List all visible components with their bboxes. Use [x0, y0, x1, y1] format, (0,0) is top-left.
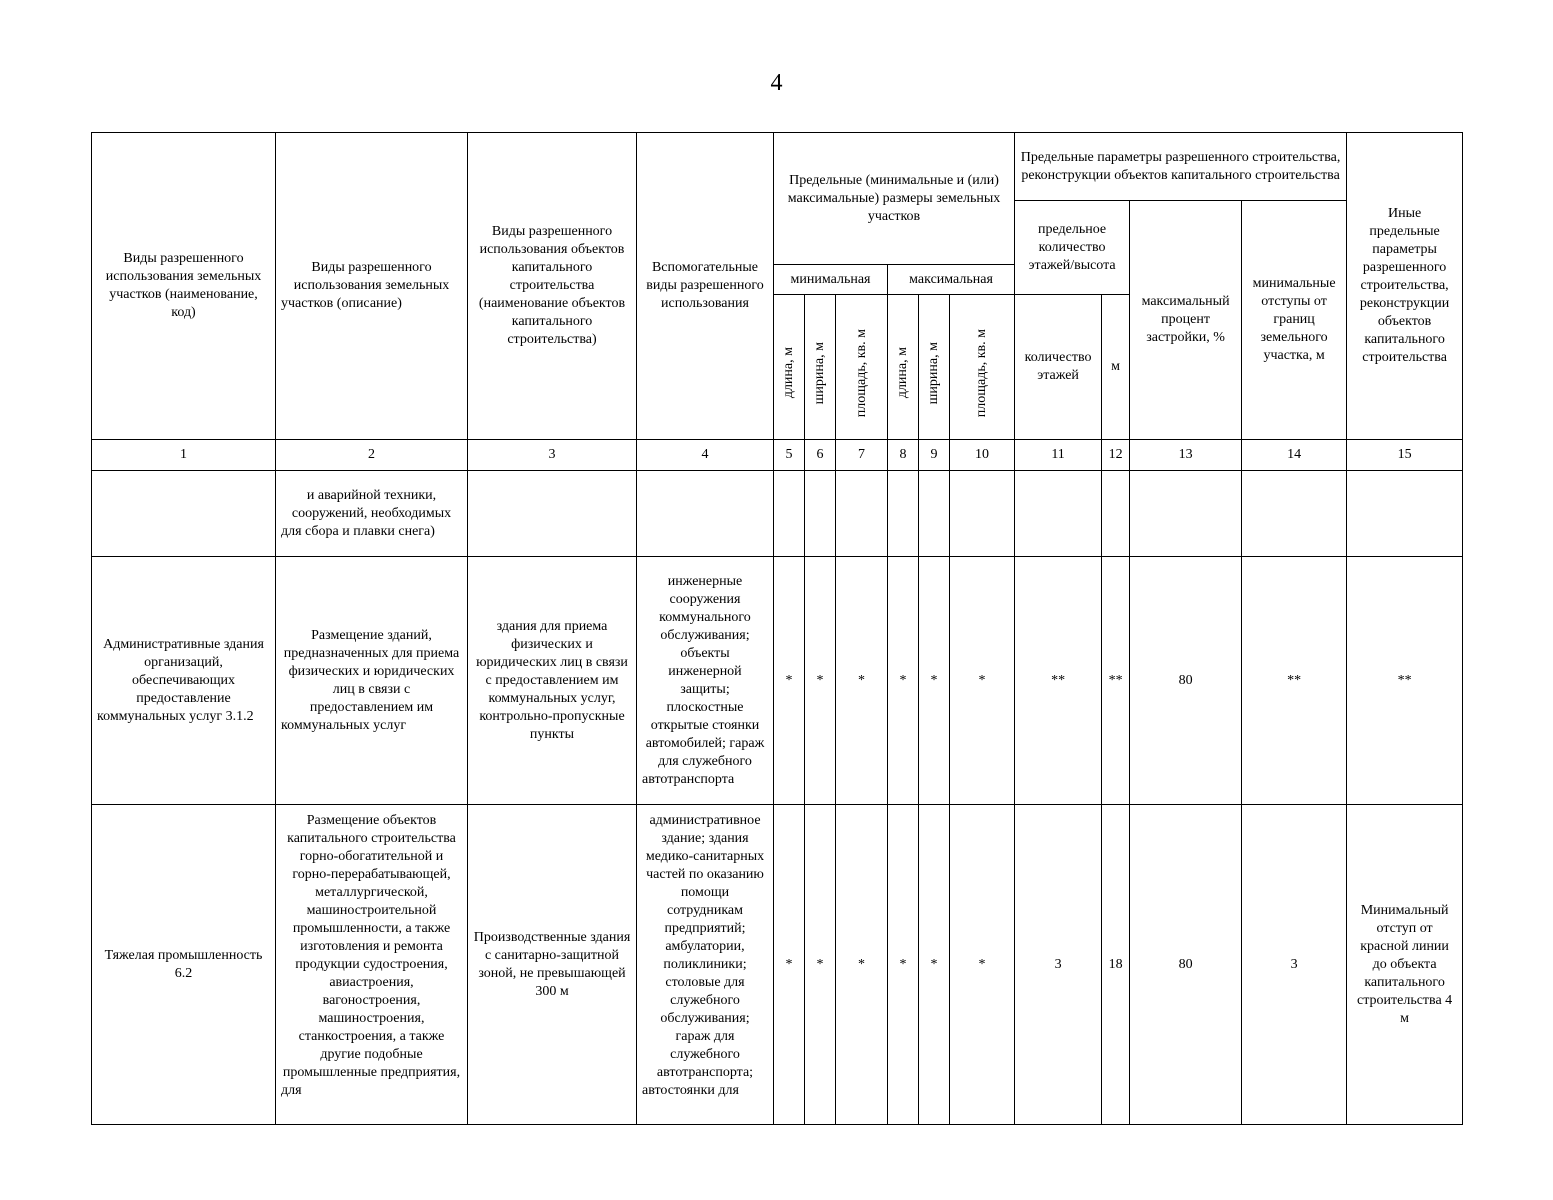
cell-value: **	[1015, 557, 1102, 805]
cell-value: Минимальный отступ от красной линии до объекта капитального строительства 4 м	[1347, 805, 1463, 1125]
cell-value	[1102, 471, 1130, 557]
cell-value	[836, 471, 888, 557]
cell-building-types	[468, 471, 637, 557]
header-row-1	[92, 133, 1463, 201]
cell-value	[888, 471, 919, 557]
header-min-area: площадь, кв. м	[836, 295, 888, 440]
header-min-length: длина, м	[774, 295, 805, 440]
column-numbers-row	[92, 440, 1463, 471]
cell-value	[1242, 471, 1347, 557]
cell-value	[919, 471, 950, 557]
cell-use-description: Размещение зданий, предназначенных для приема физических и юридических лиц в связи с предоставлением им коммунальных услуг	[276, 557, 468, 805]
cell-value	[950, 471, 1015, 557]
col-number: 12	[1102, 440, 1130, 471]
cell-value	[1130, 471, 1242, 557]
col-number: 15	[1347, 440, 1463, 471]
cell-building-types: здания для приема физических и юридических лиц в связи с предоставлением им коммунальных услуг, контрольно-пропускные пункты	[468, 557, 637, 805]
header-col1: Виды разрешенного использования земельных участков (наименование, код)	[92, 133, 276, 440]
cell-value: **	[1242, 557, 1347, 805]
cell-value: *	[888, 805, 919, 1125]
cell-building-types: Производственные здания с санитарно-защитной зоной, не превышающей 300 м	[468, 805, 637, 1125]
cell-value: *	[950, 557, 1015, 805]
col-number: 2	[276, 440, 468, 471]
col-number: 9	[919, 440, 950, 471]
cell-value	[805, 471, 836, 557]
header-max-width: ширина, м	[919, 295, 950, 440]
cell-value: *	[836, 557, 888, 805]
col-number: 4	[637, 440, 774, 471]
page-number: 4	[770, 70, 783, 96]
cell-value	[1347, 471, 1463, 557]
header-meters: м	[1102, 295, 1130, 440]
cell-value: 18	[1102, 805, 1130, 1125]
cell-value: 80	[1130, 805, 1242, 1125]
header-max-area: площадь, кв. м	[950, 295, 1015, 440]
header-maximal: максимальная	[888, 265, 1015, 295]
cell-value: **	[1102, 557, 1130, 805]
cell-auxiliary-uses: административное здание; здания медико-санитарных частей по оказанию помощи сотрудникам предприятий; амбулатории, поликлиники; столовые для служебного обслуживания; гараж для служебного автотранспорта; автостоянки для	[637, 805, 774, 1125]
header-minimal: минимальная	[774, 265, 888, 295]
header-min-setbacks: минимальные отступы от границ земельного участка, м	[1242, 201, 1347, 440]
table-row	[92, 557, 1463, 805]
cell-value: *	[805, 557, 836, 805]
cell-value: *	[774, 557, 805, 805]
col-number: 13	[1130, 440, 1242, 471]
cell-value: *	[919, 557, 950, 805]
cell-auxiliary-uses	[637, 471, 774, 557]
header-floors-count: количество этажей	[1015, 295, 1102, 440]
header-col2: Виды разрешенного использования земельных участков (описание)	[276, 133, 468, 440]
cell-use-name	[92, 471, 276, 557]
col-number: 7	[836, 440, 888, 471]
header-max-percent: максимальный процент застройки, %	[1130, 201, 1242, 440]
cell-value: **	[1347, 557, 1463, 805]
header-build-params: Предельные параметры разрешенного строительства, реконструкции объектов капитального строительства	[1015, 133, 1347, 201]
header-col4: Вспомогательные виды разрешенного использования	[637, 133, 774, 440]
cell-value: *	[888, 557, 919, 805]
cell-value: *	[805, 805, 836, 1125]
cell-use-name: Административные здания организаций, обеспечивающих предоставление коммунальных услуг 3.1.2	[92, 557, 276, 805]
col-number: 11	[1015, 440, 1102, 471]
table-row	[92, 805, 1463, 1125]
cell-value: 3	[1242, 805, 1347, 1125]
header-other-params: Иные предельные параметры разрешенного строительства, реконструкции объектов капитального строительства	[1347, 133, 1463, 440]
cell-use-description: Размещение объектов капитального строительства горно-обогатительной и горно-перерабатывающей, металлургической, машиностроительной промышленности, а также изготовления и ремонта продукции судостроения, авиастроения, вагоностроения, машиностроения, станкостроения, а также другие подобные промышленные предприятия, для	[276, 805, 468, 1125]
cell-value	[774, 471, 805, 557]
col-number: 10	[950, 440, 1015, 471]
header-max-length: длина, м	[888, 295, 919, 440]
table-row	[92, 471, 1463, 557]
cell-value	[1015, 471, 1102, 557]
col-number: 14	[1242, 440, 1347, 471]
cell-value: *	[836, 805, 888, 1125]
cell-use-description: и аварийной техники, сооружений, необходимых для сбора и плавки снега)	[276, 471, 468, 557]
header-plot-sizes: Предельные (минимальные и (или) максимальные) размеры земельных участков	[774, 133, 1015, 265]
col-number: 8	[888, 440, 919, 471]
zoning-parameters-table	[91, 132, 1463, 1125]
cell-auxiliary-uses: инженерные сооружения коммунального обслуживания; объекты инженерной защиты; плоскостные открытые стоянки автомобилей; гараж для служебного автотранспорта	[637, 557, 774, 805]
cell-value: 3	[1015, 805, 1102, 1125]
col-number: 1	[92, 440, 276, 471]
cell-value: *	[950, 805, 1015, 1125]
cell-use-name: Тяжелая промышленность 6.2	[92, 805, 276, 1125]
header-col3: Виды разрешенного использования объектов капитального строительства (наименование объектов капитального строительства)	[468, 133, 637, 440]
header-floors-height: предельное количество этажей/высота	[1015, 201, 1130, 295]
cell-value: 80	[1130, 557, 1242, 805]
col-number: 5	[774, 440, 805, 471]
header-min-width: ширина, м	[805, 295, 836, 440]
col-number: 6	[805, 440, 836, 471]
col-number: 3	[468, 440, 637, 471]
cell-value: *	[774, 805, 805, 1125]
cell-value: *	[919, 805, 950, 1125]
